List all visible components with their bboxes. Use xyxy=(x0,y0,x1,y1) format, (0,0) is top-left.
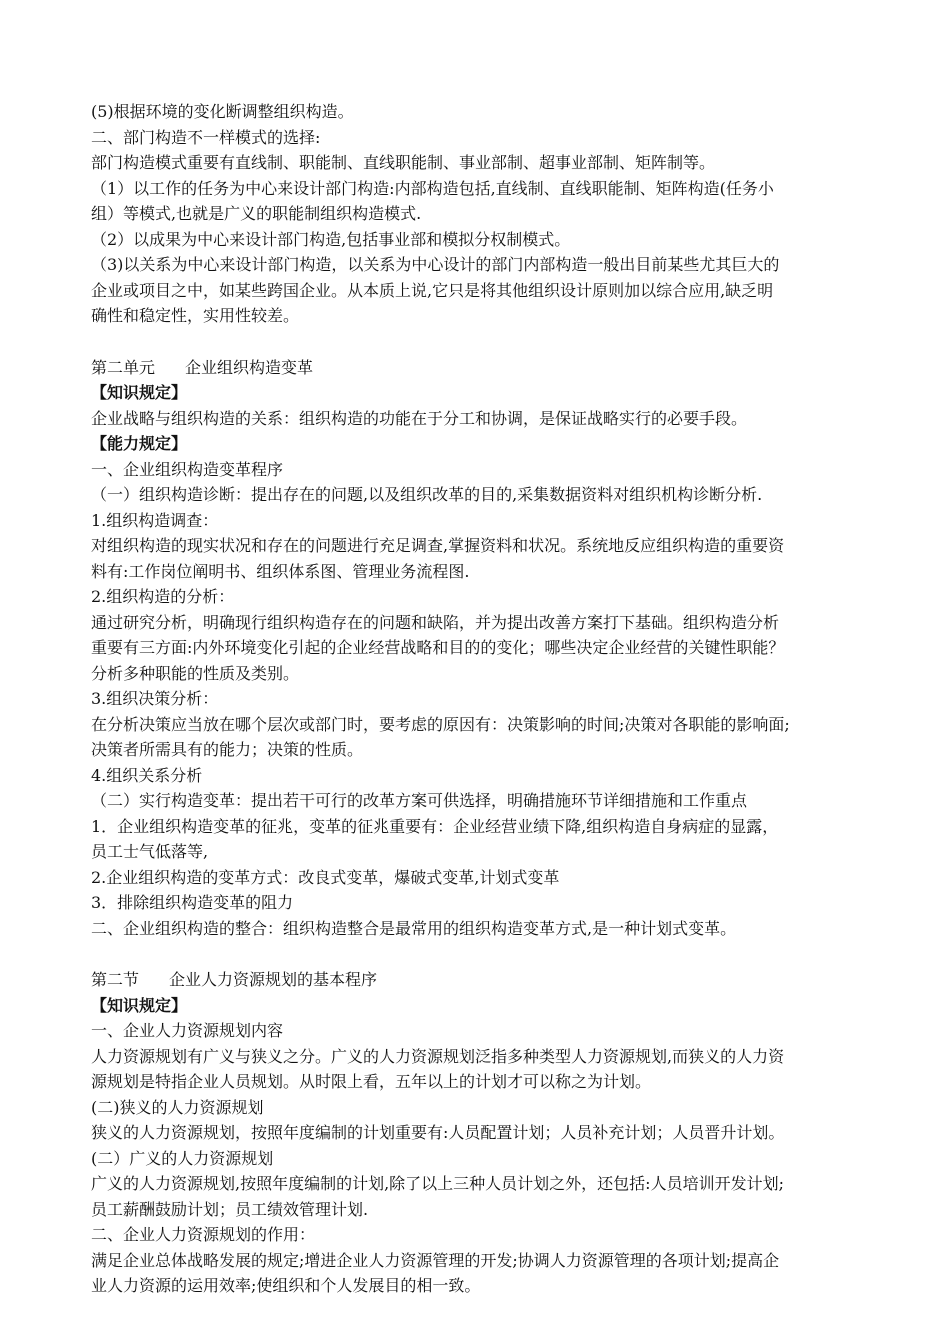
list-item: 3．排除组织构造变革的阻力 xyxy=(91,893,294,912)
paragraph: 企业或项目之中，如某些跨国企业。从本质上说,它只是将其他组织设计原则加以综合应用,缺乏明 xyxy=(91,280,774,300)
paragraph: （二）实行构造变革：提出若干可行的改革方案可供选择，明确措施环节详细措施和工作重点 xyxy=(91,791,748,810)
paragraph: 对组织构造的现实状况和存在的问题进行充足调查,掌握资料和状况。系统地反应组织构造的重要资 xyxy=(91,536,785,555)
knowledge-heading: 【知识规定】 xyxy=(91,995,188,1015)
paragraph: 广义的人力资源规划,按照年度编制的计划,除了以上三种人员计划之外，还包括:人员培训开发计划; xyxy=(91,1174,784,1193)
heading: 一、企业人力资源规划内容 xyxy=(91,1021,284,1040)
heading: 一、企业组织构造变革程序 xyxy=(91,459,284,479)
paragraph: 通过研究分析，明确现行组织构造存在的问题和缺陷，并为提出改善方案打下基础。组织构造分析 xyxy=(91,612,780,632)
paragraph: 人力资源规划有广义与狭义之分。广义的人力资源规划泛指多种类型人力资源规划,而狭义的人力资 xyxy=(91,1046,785,1066)
paragraph: 重要有三方面:内外环境变化引起的企业经营战略和目的的变化；哪些决定企业经营的关键性职能？ xyxy=(91,638,785,657)
paragraph: 狭义的人力资源规划，按照年度编制的计划重要有:人员配置计划；人员补充计划；人员晋升计划。 xyxy=(91,1123,785,1142)
section-unit-two xyxy=(91,355,866,942)
section-hr-planning xyxy=(91,967,866,1299)
heading: 二、企业组织构造的整合：组织构造整合是最常用的组织构造变革方式,是一种计划式变革。 xyxy=(91,918,737,938)
paragraph: 员工士气低落等, xyxy=(91,842,209,861)
list-item: 4.组织关系分析 xyxy=(91,765,203,785)
section-number: 第二单元 xyxy=(91,357,156,377)
paragraph: 在分析决策应当放在哪个层次或部门时，要考虑的原因有：决策影响的时间;决策对各职能的影响面; xyxy=(91,714,790,734)
spacer xyxy=(91,329,866,355)
list-item: 3.组织决策分析： xyxy=(91,689,219,708)
section-title-text: 企业组织构造变革 xyxy=(185,357,314,377)
paragraph: 员工薪酬鼓励计划；员工绩效管理计划. xyxy=(91,1199,369,1219)
paragraph: （一）组织构造诊断：提出存在的问题,以及组织改革的目的,采集数据资料对组织机构诊断分析. xyxy=(91,485,763,504)
list-item: 2.企业组织构造的变革方式：改良式变革，爆破式变革,计划式变革 xyxy=(91,867,560,887)
paragraph: （2）以成果为中心来设计部门构造,包括事业部和模拟分权制模式。 xyxy=(91,229,571,249)
paragraph: 1．企业组织构造变革的征兆，变革的征兆重要有：企业经营业绩下降,组织构造自身病症的显露， xyxy=(91,816,779,836)
section-title xyxy=(91,967,866,993)
list-item: 1.组织构造调查： xyxy=(91,510,219,530)
section-number: 第二节 xyxy=(91,970,140,989)
paragraph: 部门构造模式重要有直线制、职能制、直线职能制、事业部制、超事业部制、矩阵制等。 xyxy=(91,153,716,172)
paragraph: 组）等模式,也就是广义的职能制组织构造模式. xyxy=(91,204,422,223)
subheading: (二）广义的人力资源规划 xyxy=(91,1148,274,1168)
paragraph: 源规划是特指企业人员规划。从时限上看，五年以上的计划才可以称之为计划。 xyxy=(91,1072,652,1091)
paragraph: 确性和稳定性，实用性较差。 xyxy=(91,306,300,325)
paragraph: (5)根据环境的变化断调整组织构造。 xyxy=(91,102,354,121)
paragraph: （3)以关系为中心来设计部门构造，以关系为中心设计的部门内部构造一般出目前某些尤其巨大的 xyxy=(91,255,780,274)
heading: 二、企业人力资源规划的作用： xyxy=(91,1225,316,1244)
list-item: 2.组织构造的分析： xyxy=(91,587,235,606)
heading: 二、部门构造不一样模式的选择: xyxy=(91,127,321,147)
paragraph: （1）以工作的任务为中心来设计部门构造:内部构造包括,直线制、直线职能制、矩阵构造(任务小 xyxy=(91,178,774,198)
section-title-text: 企业人力资源规划的基本程序 xyxy=(169,970,378,989)
paragraph: 料有:工作岗位阐明书、组织体系图、管理业务流程图. xyxy=(91,561,470,581)
paragraph: 决策者所需具有的能力；决策的性质。 xyxy=(91,740,364,759)
subheading: (二)狭义的人力资源规划 xyxy=(91,1097,264,1117)
knowledge-heading: 【知识规定】 xyxy=(91,383,188,402)
spacer xyxy=(91,941,866,967)
ability-heading: 【能力规定】 xyxy=(91,434,188,453)
paragraph: 业人力资源的运用效率;使组织和个人发展目的相一致。 xyxy=(91,1276,481,1295)
paragraph: 满足企业总体战略发展的规定;增进企业人力资源管理的开发;协调人力资源管理的各项计划;提高企 xyxy=(91,1250,780,1270)
paragraph: 分析多种职能的性质及类别。 xyxy=(91,663,300,683)
paragraph: 企业战略与组织构造的关系：组织构造的功能在于分工和协调，是保证战略实行的必要手段。 xyxy=(91,408,748,428)
section-title xyxy=(91,355,866,381)
section-department-structure xyxy=(91,99,866,329)
